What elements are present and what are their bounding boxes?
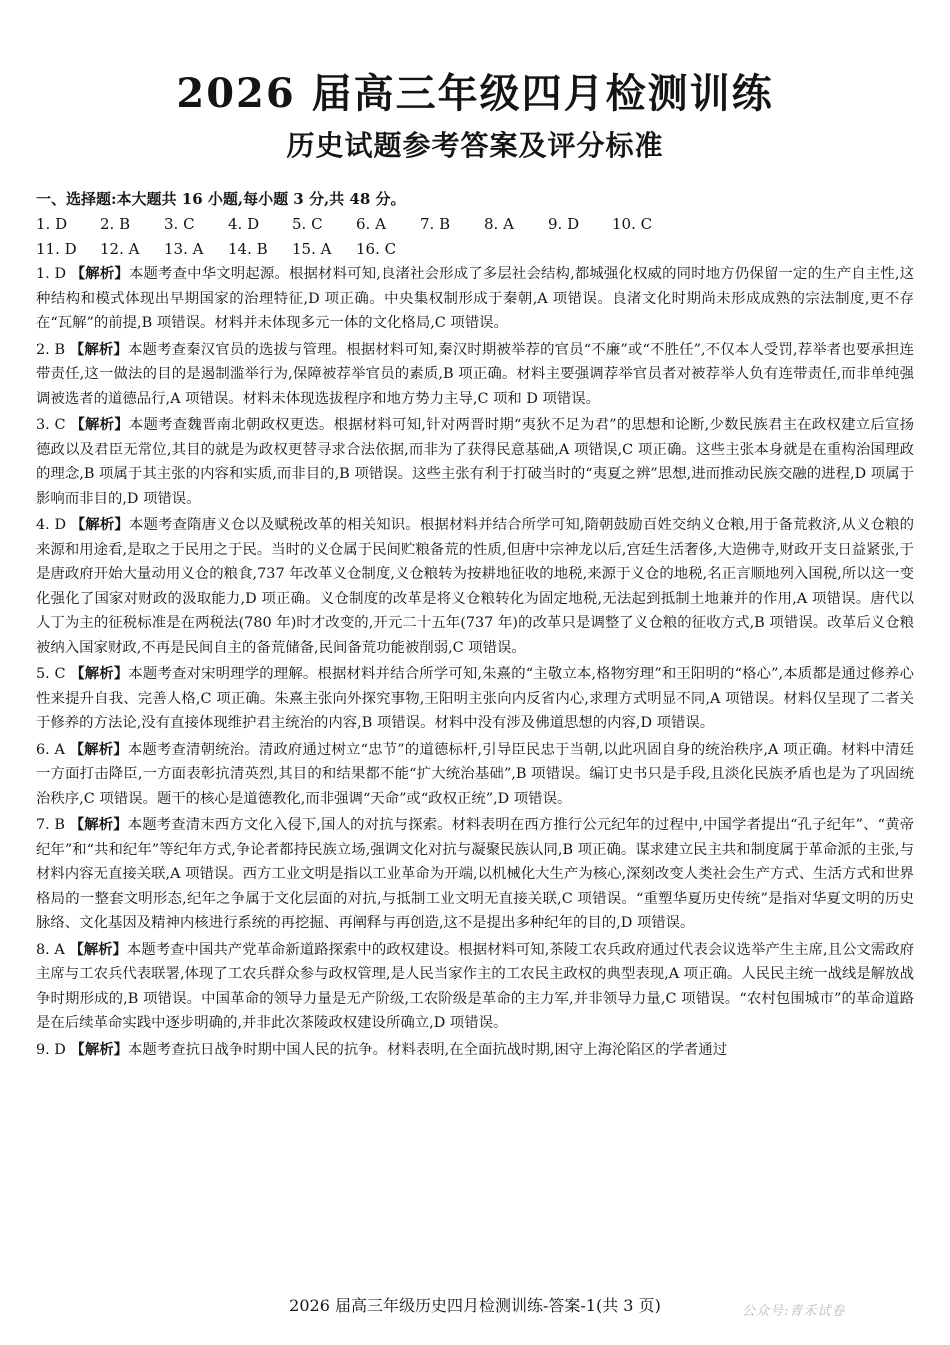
explanation-text: 本题考查中华文明起源。根据材料可知,良渚社会形成了多层社会结构,都城强化权威的同时地方仍保留一定的生产自主性,这种结构和模式体现出早期国家的治理特征,D 项正确。中央集权制形成于秦朝,A 项错误。良渚文化时期尚未形成成熟的宗法制度,更不存在“瓦解”的前提,B 项错误。材料并未体现多元一体的文化格局,C 项错误。 [36, 266, 914, 331]
explanation-text: 本题考查秦汉官员的选拔与管理。根据材料可知,秦汉时期被举荐的官员“不廉”或“不胜任”,不仅本人受罚,荐举者也要承担连带责任,这一做法的目的是遏制滥举行为,保障被荐举官员的素质,B 项正确。材料主要强调荐举官员者对被荐举人负有连带责任,而非单纯强调被选者的道德品行,A 项错误。材料未体现选拔程序和地方势力主导,C 项和 D 项错误。 [36, 341, 914, 407]
page-title: 2026 届高三年级四月检测训练 [176, 70, 774, 117]
explanation-item [36, 1038, 914, 1063]
explanation-text: 本题考查清朝统治。清政府通过树立“忠节”的道德标杆,引导臣民忠于当朝,以此巩固自身的统治秩序,A 项正确。材料中清廷一方面打击降臣,一方面表彰抗清英烈,其目的和结果都不能“扩大统治基础”,B 项错误。编订史书只是手段,且淡化民族矛盾也是为了巩固统治秩序,C 项错误。题干的核心是道德教化,而非强调“天命”或“政权正统”,D 项错误。 [36, 741, 914, 807]
explanation-item [36, 513, 914, 660]
question-number: 4. D [36, 517, 66, 533]
answer-item: 11. D [36, 240, 77, 258]
watermark: 公众号:青禾试卷 [742, 1304, 846, 1319]
explanation-item [36, 413, 914, 511]
analysis-tag: 【解析】 [69, 340, 128, 358]
answer-item: 6. A [356, 215, 386, 233]
answer-item: 3. C [164, 215, 195, 233]
question-number: 9. D [36, 1041, 66, 1058]
answer-key-row-1 [36, 211, 916, 237]
question-number: 1. D [36, 266, 66, 282]
page-subtitle: 历史试题参考答案及评分标准 [286, 129, 664, 162]
explanation-text: 本题考查抗日战争时期中国人民的抗争。材料表明,在全面抗战时期,困守上海沦陷区的学者通过 [128, 1041, 728, 1058]
explanation-item [36, 738, 914, 812]
answer-item: 5. C [292, 215, 323, 233]
question-number: 6. A [36, 741, 65, 758]
explanation-text: 本题考查隋唐义仓以及赋税改革的相关知识。根据材料并结合所学可知,隋朝鼓励百姓交纳义仓粮,用于备荒救济,从义仓粮的来源和用途看,是取之于民用之于民。当时的义仓属于民间贮粮备荒的性质,但唐中宗神龙以后,宫廷生活奢侈,大造佛寺,财政开支日益紧张,于是唐政府开始大量动用义仓的粮食,737 年改革义仓制度,义仓粮转为按耕地征收的地税,来源于义仓的地税,名正言顺地列入国税,所以这一变化强化了国家对财政的汲取能力,D 项正确。义仓制度的改革是将义仓粮转化为固定地税,无法起到抵制土地兼并的作用,A 项错误。唐代以人丁为主的征税标准是在两税法(780 年)时才改变的,开元二十五年(737 年)的改革只是调整了义仓粮的征收方式,B 项错误。改革后义仓粮被纳入国家财政,不再是民间自主的备荒储备,民间备荒功能被削弱,C 项错误。 [36, 517, 914, 656]
answer-item: 12. A [100, 240, 140, 258]
analysis-tag: 【解析】 [69, 940, 127, 958]
answer-item: 4. D [228, 215, 260, 233]
analysis-tag: 【解析】 [69, 740, 128, 758]
explanation-text: 本题考查清末西方文化入侵下,国人的对抗与探索。材料表明在西方推行公元纪年的过程中,中国学者提出“孔子纪年”、“黄帝纪年”和“共和纪年”等纪年方式,争论者都持民族立场,强调文化对抗与凝聚民族认同,B 项正确。谋求建立民主共和制度属于革命派的主张,与材料内容无直接关联,A 项错误。西方工业文明是指以工业革命为开端,以机械化大生产为核心,深刻改变人类社会生产方式、生活方式和世界格局的一整套文明形态,纪年之争属于文化层面的对抗,与抵制工业文明无直接关联,C 项错误。“重塑华夏历史传统”是指对华夏文明的历史脉络、文化基因及精神内核进行系统的再挖掘、再阐释与再创造,这不是提出多种纪年的目的,D 项错误。 [36, 817, 914, 931]
explanation-item [36, 938, 914, 1036]
explanation-item [36, 338, 914, 412]
answer-item: 7. B [420, 215, 451, 233]
analysis-tag: 【解析】 [70, 665, 129, 682]
question-number: 5. C [36, 666, 66, 682]
answer-key-row-2 [36, 236, 916, 262]
answer-item: 8. A [484, 215, 514, 233]
section-heading: 一、选择题:本大题共 16 小题,每小题 3 分,共 48 分。 [36, 190, 406, 208]
explanation-item [36, 662, 914, 736]
answer-item: 13. A [164, 240, 204, 258]
explanation-text: 本题考查魏晋南北朝政权更迭。根据材料可知,针对两晋时期“夷狄不足为君”的思想和论断,少数民族君主在政权建立后宣扬德政以及君臣无常位,其目的就是为政权更替寻求合法依据,而非为了获得民意基础,A 项错误,C 项正确。这些主张本身就是在重构治国理政的理念,B 项属于其主张的内容和实质,而非目的,B 项错误。这些主张有利于打破当时的“夷夏之辨”思想,进而推动民族交融的进程,D 项属于影响而非目的,D 项错误。 [36, 417, 914, 507]
explanation-item [36, 813, 914, 936]
answer-item: 10. C [612, 215, 653, 233]
question-number: 2. B [36, 341, 66, 358]
page-footer: 2026 届高三年级历史四月检测训练-答案-1(共 3 页) [289, 1296, 661, 1315]
answer-item: 9. D [548, 215, 580, 233]
analysis-tag: 【解析】 [70, 1040, 128, 1058]
analysis-tag: 【解析】 [70, 416, 129, 433]
analysis-tag: 【解析】 [69, 816, 128, 833]
explanation-text: 本题考查中国共产党革命新道路探索中的政权建设。根据材料可知,茶陵工农兵政府通过代表会议选举产生主席,且公文需政府主席与工农兵代表联署,体现了工农兵群众参与政权管理,是人民当家作主的工农民主政权的典型表现,A 项正确。人民民主统一战线是解放战争时期形成的,B 项错误。中国革命的领导力量是无产阶级,工农阶级是革命的主力军,并非领导力量,C 项错误。“农村包围城市”的革命道路是在后续革命实践中逐步明确的,并非此次茶陵政权建设所确立,D 项错误。 [36, 941, 914, 1031]
analysis-tag: 【解析】 [70, 265, 129, 282]
question-number: 3. C [36, 417, 66, 433]
explanations-list [36, 262, 914, 1064]
answer-item: 16. C [356, 240, 397, 258]
question-number: 8. A [36, 941, 65, 958]
analysis-tag: 【解析】 [70, 516, 129, 533]
question-number: 7. B [36, 817, 65, 833]
explanation-text: 本题考查对宋明理学的理解。根据材料并结合所学可知,朱熹的“主敬立本,格物穷理”和王阳明的“格心”,本质都是通过修养心性来提升自我、完善人格,C 项正确。朱熹主张向外探究事物,王阳明主张向内反省内心,求理方式明显不同,A 项错误。材料仅呈现了二者关于修养的方法论,没有直接体现维护君主统治的内容,B 项错误。材料中没有涉及佛道思想的内容,D 项错误。 [36, 666, 914, 731]
answer-item: 2. B [100, 215, 131, 233]
explanation-item [36, 262, 914, 336]
answer-item: 14. B [228, 240, 268, 258]
answer-item: 15. A [292, 240, 332, 258]
answer-item: 1. D [36, 215, 68, 233]
